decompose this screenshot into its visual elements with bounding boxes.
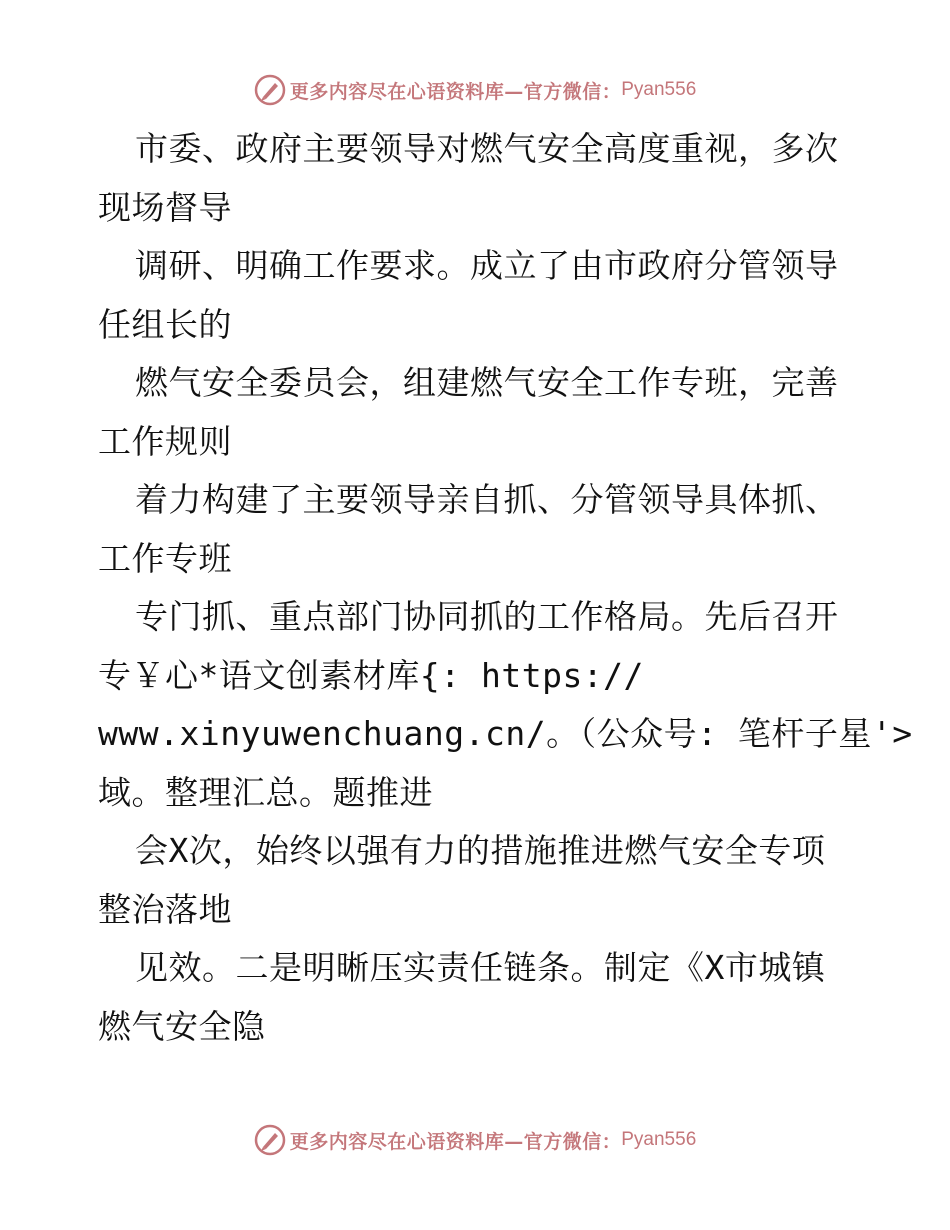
quill-seal-icon [254,74,286,106]
body-line: 会X次，始终以强有力的措施推进燃气安全专项 [135,831,826,870]
body-line: 域。整理汇总。题推进 [98,772,433,812]
body-line: 燃气安全隐 [98,1006,266,1046]
document-body [98,120,913,1056]
body-line: 专门抓、重点部门协同抓的工作格局。先后召开 [135,597,839,636]
body-line: 市委、政府主要领导对燃气安全高度重视，多次 [135,129,839,168]
body-line: 着力构建了主要领导亲自抓、分管领导具体抓、 [135,480,839,519]
body-line: 专￥心*语文创素材库{: https:// [98,655,644,695]
body-line: 工作规则 [98,421,232,461]
body-line: 调研、明确工作要求。成立了由市政府分管领导 [135,246,839,285]
body-line: www.xinyuwenchuang.cn/。（公众号: 笔杆子星'> [98,714,913,753]
quill-seal-icon [254,1124,286,1156]
header-banner [0,72,950,108]
body-line: 燃气安全委员会，组建燃气安全工作专班，完善 [135,363,839,402]
header-banner-text: 更多内容尽在心语资料库—官方微信： [289,80,622,103]
body-line: 现场督导 [98,187,232,227]
footer-banner [0,1122,950,1158]
body-line: 工作专班 [98,538,232,578]
footer-banner-account: Pyan556 [621,1129,697,1150]
body-line: 任组长的 [98,304,232,344]
body-line: 见效。二是明晰压实责任链条。制定《X市城镇 [135,948,826,987]
header-banner-account: Pyan556 [621,79,697,100]
footer-banner-text: 更多内容尽在心语资料库—官方微信： [289,1130,622,1153]
body-line: 整治落地 [98,889,232,929]
